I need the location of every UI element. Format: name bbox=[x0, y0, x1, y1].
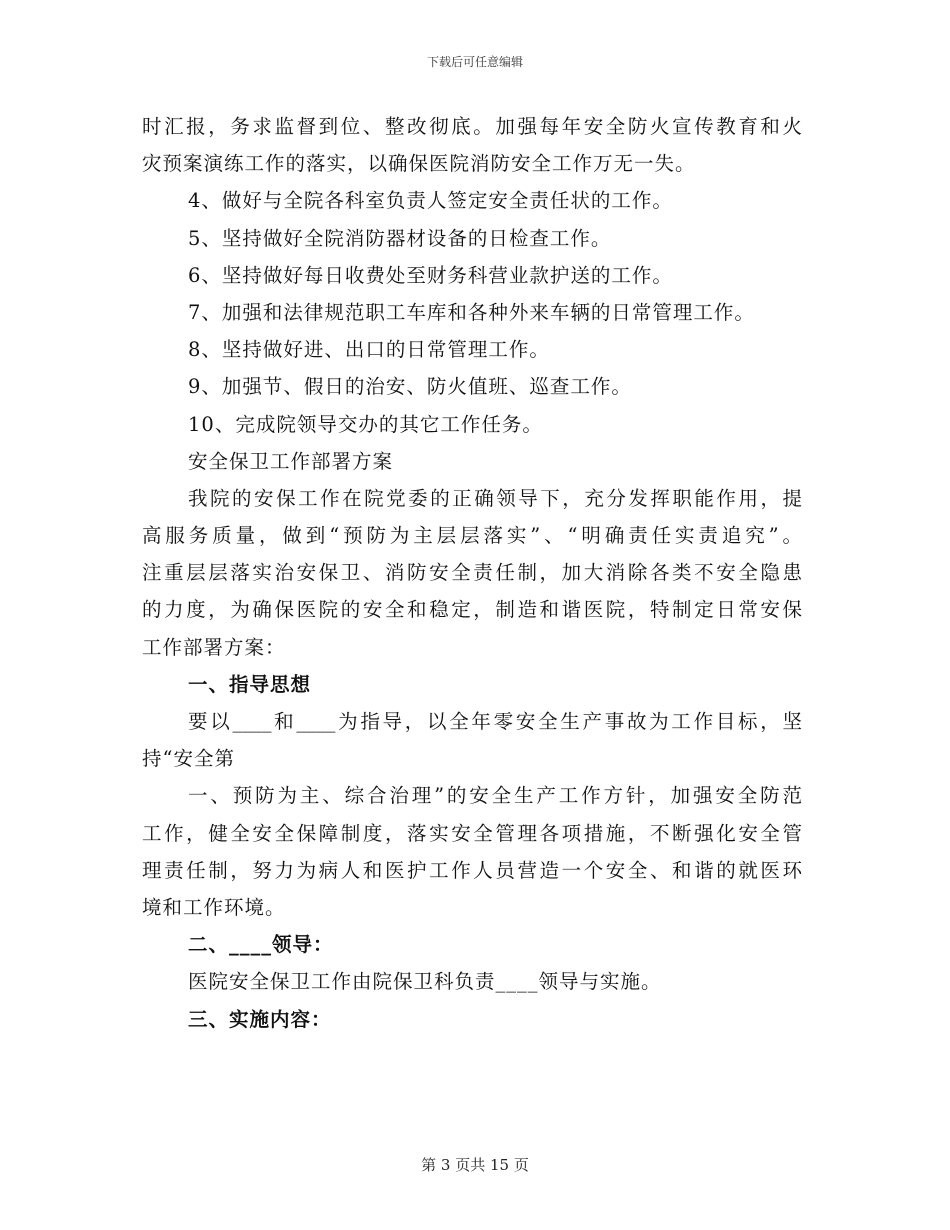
heading-leadership: 二、____领导： bbox=[188, 933, 334, 957]
paragraph-line: 工作部署方案： bbox=[142, 635, 286, 659]
list-item: 7、加强和法律规范职工车库和各种外来车辆的日常管理工作。 bbox=[188, 300, 755, 324]
paragraph-line: 持“安全第 bbox=[142, 747, 235, 771]
list-item: 8、坚持做好进、出口的日常管理工作。 bbox=[188, 338, 550, 362]
paragraph-line: 要以____和____为指导，以全年零安全生产事故为工作目标，坚 bbox=[188, 710, 802, 733]
list-item: 5、坚持做好全院消防器材设备的日检查工作。 bbox=[188, 226, 612, 250]
list-item: 6、坚持做好每日收费处至财务科营业款护送的工作。 bbox=[188, 263, 673, 287]
paragraph-line: 时汇报，务求监督到位、整改彻底。加强每年安全防火宣传教育和火 bbox=[142, 115, 802, 138]
page-footer: 第 3 页共 15 页 bbox=[421, 1156, 529, 1174]
document-body bbox=[142, 108, 802, 1038]
page-header: 下载后可任意编辑 bbox=[426, 55, 523, 69]
paragraph-line: 高服务质量，做到“预防为主层层落实”、“明确责任实责追究”。 bbox=[142, 524, 802, 548]
paragraph-line: 工作，健全安全保障制度，落实安全管理各项措施，不断强化安全管 bbox=[142, 821, 802, 845]
paragraph-line: 注重层层落实治安保卫、消防安全责任制，加大消除各类不安全隐患 bbox=[142, 561, 802, 585]
paragraph-line: 的力度，为确保医院的安全和稳定，制造和谐医院，特制定日常安保 bbox=[142, 598, 802, 622]
section-title: 安全保卫工作部署方案 bbox=[188, 449, 394, 473]
heading-guiding-ideology: 一、指导思想 bbox=[188, 672, 312, 696]
paragraph-line: 灾预案演练工作的落实，以确保医院消防安全工作万无一失。 bbox=[142, 152, 696, 176]
paragraph-line: 医院安全保卫工作由院保卫科负责____领导与实施。 bbox=[188, 970, 662, 994]
heading-implementation: 三、实施内容： bbox=[188, 1007, 332, 1031]
paragraph-line: 我院的安保工作在院党委的正确领导下，充分发挥职能作用，提 bbox=[188, 486, 802, 510]
paragraph-line: 理责任制，努力为病人和医护工作人员营造一个安全、和谐的就医环 bbox=[142, 858, 802, 882]
list-item: 9、加强节、假日的治安、防火值班、巡查工作。 bbox=[188, 375, 632, 399]
list-item: 10、完成院领导交办的其它工作任务。 bbox=[188, 412, 543, 436]
paragraph-line: 一、预防为主、综合治理”的安全生产工作方针，加强安全防范 bbox=[188, 784, 802, 808]
paragraph-line: 境和工作环境。 bbox=[142, 895, 286, 919]
list-item: 4、做好与全院各科室负责人签定安全责任状的工作。 bbox=[188, 189, 673, 213]
